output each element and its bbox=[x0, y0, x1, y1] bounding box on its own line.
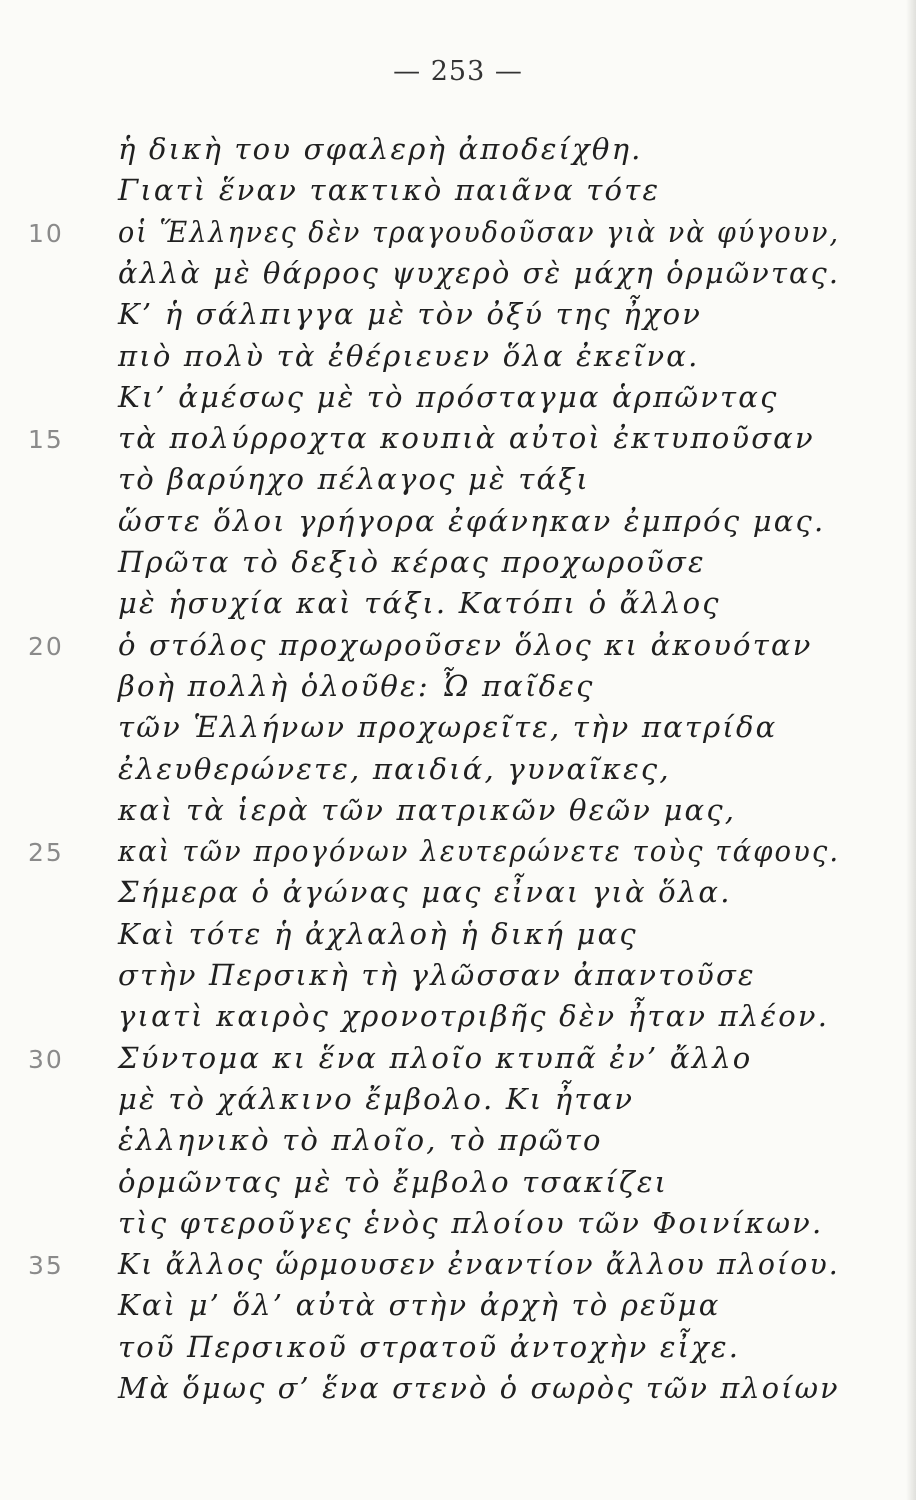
verse-line bbox=[0, 380, 916, 420]
line-number: 10 bbox=[28, 218, 64, 248]
verse-text: ὥστε ὅλοι γρήγορα ἐφάνηκαν ἐμπρός μας. bbox=[118, 503, 826, 538]
verse-text: τοῦ Περσικοῦ στρατοῦ ἀντοχὴν εἶχε. bbox=[118, 1329, 741, 1364]
verse-text: τὶς φτεροῦγες ἑνὸς πλοίου τῶν Φοινίκων. bbox=[118, 1205, 824, 1240]
verse-line bbox=[0, 1123, 916, 1163]
line-number: 35 bbox=[28, 1251, 64, 1281]
verse-line bbox=[0, 669, 916, 709]
verse-line bbox=[0, 1371, 916, 1411]
verse-text: ἀλλὰ μὲ θάρρος ψυχερὸ σὲ μάχη ὁρμῶντας. bbox=[118, 255, 841, 290]
verse-line bbox=[0, 1165, 916, 1205]
verse-line bbox=[0, 297, 916, 337]
verse-text: Πρῶτα τὸ δεξιὸ κέρας προχωροῦσε bbox=[118, 545, 706, 579]
line-number: 25 bbox=[28, 838, 64, 868]
verse-text: τὸ βαρύηχο πέλαγος μὲ τάξι bbox=[118, 462, 591, 497]
verse-line bbox=[0, 1082, 916, 1122]
verse-line bbox=[0, 628, 916, 668]
verse-line bbox=[0, 1330, 916, 1370]
verse-text: ἑλληνικὸ τὸ πλοῖο, τὸ πρῶτο bbox=[118, 1123, 603, 1158]
verse-line bbox=[0, 1041, 916, 1081]
page-edge-shadow bbox=[906, 0, 916, 1500]
verse-text: οἱ Ἕλληνες δὲν τραγουδοῦσαν γιὰ νὰ φύγουν, bbox=[118, 214, 841, 249]
verse-text: Κι’ ἀμέσως μὲ τὸ πρόσταγμα ἁρπῶντας bbox=[118, 379, 779, 414]
verse-text: καὶ τῶν προγόνων λευτερώνετε τοὺς τάφους. bbox=[118, 834, 841, 869]
verse-text: Σύντομα κι ἕνα πλοῖο κτυπᾶ ἐν’ ἄλλο bbox=[118, 1040, 753, 1075]
verse-text: ἡ δικὴ του σφαλερὴ ἀποδείχθη. bbox=[118, 132, 643, 166]
verse-text: Κι ἄλλος ὥρμουσεν ἐναντίον ἄλλου πλοίου. bbox=[118, 1247, 840, 1282]
verse-line bbox=[0, 1247, 916, 1287]
verse-text: Καὶ τότε ἡ ἀχλαλοὴ ἡ δική μας bbox=[118, 916, 638, 951]
verse-text: στὴν Περσικὴ τὴ γλῶσσαν ἀπαντοῦσε bbox=[118, 958, 756, 992]
verse-line bbox=[0, 793, 916, 833]
verse-text: Σήμερα ὁ ἀγώνας μας εἶναι γιὰ ὅλα. bbox=[118, 875, 732, 910]
verse-line bbox=[0, 1206, 916, 1246]
verse-line bbox=[0, 421, 916, 461]
verse-line bbox=[0, 958, 916, 998]
line-number: 30 bbox=[28, 1044, 64, 1074]
verse-text: ὁρμῶντας μὲ τὸ ἔμβολο τσακίζει bbox=[118, 1164, 669, 1199]
verse-text: ὁ στόλος προχωροῦσεν ὅλος κι ἀκουόταν bbox=[118, 627, 813, 662]
verse-text: βοὴ πολλὴ ὁλοῦθε: Ὦ παῖδες bbox=[118, 668, 595, 703]
verse-line bbox=[0, 132, 916, 172]
verse-line bbox=[0, 339, 916, 379]
verse-text: μὲ ἡσυχία καὶ τάξι. Κατόπι ὁ ἄλλος bbox=[118, 586, 721, 621]
verse-text: τὰ πολύρροχτα κουπιὰ αὐτοὶ ἐκτυποῦσαν bbox=[118, 421, 815, 456]
verse-text: πιὸ πολὺ τὰ ἐθέριευεν ὅλα ἐκεῖνα. bbox=[118, 338, 700, 373]
verse-text: ἐλευθερώνετε, παιδιά, γυναῖκες, bbox=[118, 751, 671, 786]
line-number: 20 bbox=[28, 631, 64, 661]
verse-line bbox=[0, 586, 916, 626]
verse-line bbox=[0, 710, 916, 750]
page-number: — 253 — bbox=[393, 56, 523, 87]
verse-line bbox=[0, 545, 916, 585]
verse-text: Καὶ μ’ ὅλ’ αὐτὰ στὴν ἀρχὴ τὸ ρεῦμα bbox=[118, 1288, 721, 1323]
verse-line bbox=[0, 1288, 916, 1328]
verse-line bbox=[0, 462, 916, 502]
verse-line bbox=[0, 173, 916, 213]
verse-text: γιατὶ καιρὸς χρονοτριβῆς δὲν ἦταν πλέον. bbox=[118, 999, 830, 1034]
verse-line bbox=[0, 504, 916, 544]
verse-line bbox=[0, 999, 916, 1039]
verse-line bbox=[0, 256, 916, 296]
verse-line bbox=[0, 752, 916, 792]
verse-text: Μὰ ὅμως σ’ ἕνα στενὸ ὁ σωρὸς τῶν πλοίων bbox=[118, 1371, 840, 1405]
verse-line bbox=[0, 215, 916, 255]
verse-text: καὶ τὰ ἱερὰ τῶν πατρικῶν θεῶν μας, bbox=[118, 792, 737, 827]
verse-text: Κ’ ἡ σάλπιγγα μὲ τὸν ὀξύ της ἦχον bbox=[118, 297, 703, 332]
verse-line bbox=[0, 834, 916, 874]
verse-text: τῶν Ἑλλήνων προχωρεῖτε, τὴν πατρίδα bbox=[118, 710, 778, 745]
line-number: 15 bbox=[28, 425, 64, 455]
verse-line bbox=[0, 875, 916, 915]
verse-text: μὲ τὸ χάλκινο ἔμβολο. Κι ἦταν bbox=[118, 1081, 635, 1116]
verse-line bbox=[0, 917, 916, 957]
verse-text: Γιατὶ ἕναν τακτικὸ παιᾶνα τότε bbox=[118, 173, 661, 208]
